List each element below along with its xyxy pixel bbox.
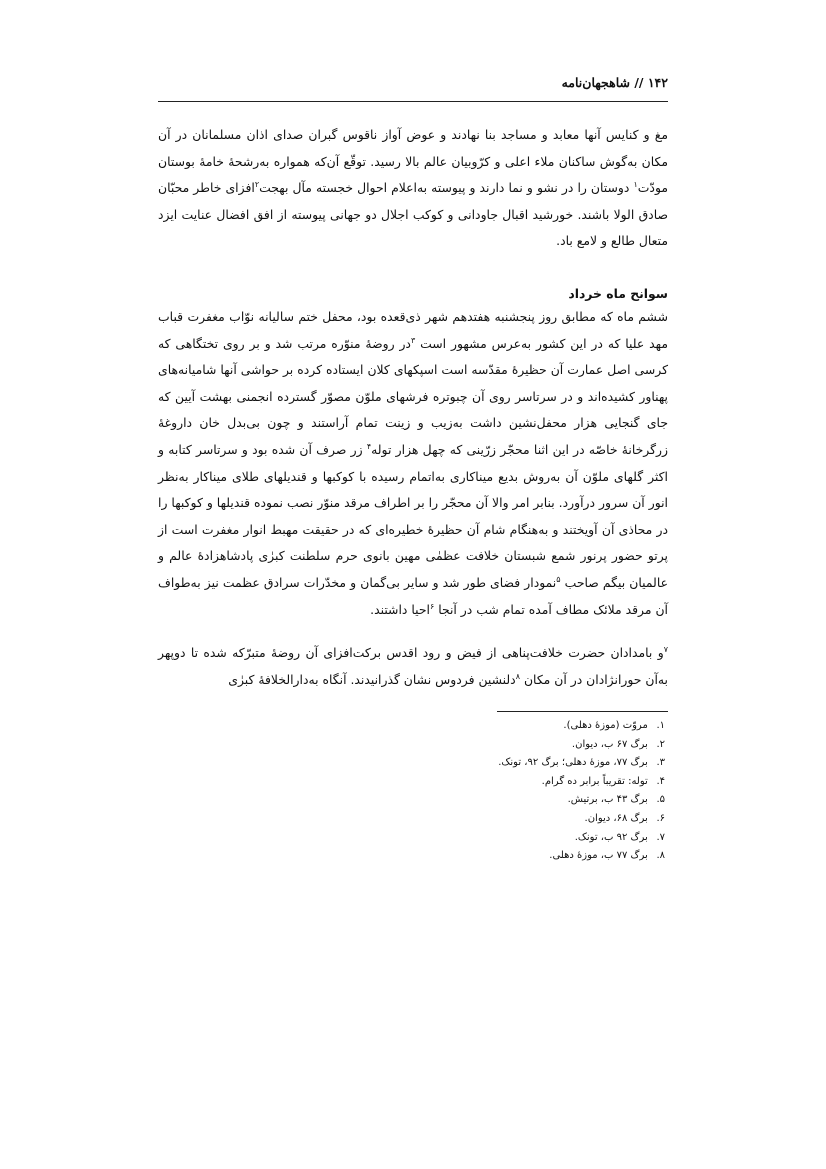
footnote-item (158, 810, 668, 829)
paragraph-2-text-3: زر صرف آن شده بود و سرتاسر کتابه و اکثر گلهای ملوّن آن به‌روش بدیع میناکاری به‌اتمام رسیده با کوکبها و قندیلهای طلای میناکار به‌نظر انور آن سرور درآورد. بنابر امر والا آن محجّر را بر اطراف مرقد منوّر نصب نموده قندیلها و کوکبها را در محاذی آن آویختند و به‌هنگام شام آن حظیرهٔ خطیره‌ای که در حقیقت مهبط انوار مغفرت است از پرتو حضور پرنور شمع شبستان خلافت عظمٰی مهین بانوی حرم سلطنت کبرٰی پادشاهزادهٔ عالم و عالمیان بیگم صاحب (158, 441, 668, 590)
footnote-number: ۱. (656, 720, 665, 731)
footnote-ref-3: ۳ (410, 335, 416, 345)
footnote-text: برگ ۴۳ ب، برتیش. (567, 794, 648, 806)
footnote-item (158, 791, 668, 810)
paragraph-1-text-3: افزای خاطر محبّان صادق الولا باشند. خورشید اقبال جاودانی و کوکب اجلال دو جهانی پیوسته از افق افضال عنایت ایزد متعال طالع و لامع باد. (158, 180, 668, 249)
footnote-number: ۳. (656, 757, 665, 769)
paragraph-1 (158, 122, 668, 255)
footnote-number: ۸. (656, 850, 665, 862)
paragraph-3-text-1: و بامدادان حضرت خلافت‌پناهی از فیض و رود اقدس برکت‌افزای آن روضهٔ متبرّکه شده تا دوپهر به‌آن حورانژادان در آن مکان (158, 645, 668, 687)
footnote-rule (497, 711, 668, 712)
footnote-text: برگ ۷۷ ب، موزهٔ دهلی. (549, 850, 648, 862)
footnote-item (158, 754, 668, 773)
footnote-item (158, 736, 668, 755)
footnote-item (158, 847, 668, 866)
footnote-number: ۷. (656, 831, 665, 843)
footnote-ref-8: ۸ (515, 671, 520, 681)
footnote-number: ۶. (656, 812, 665, 824)
paragraph-2 (158, 304, 668, 623)
paragraph-1-text-1: مغ و کنایس آنها معابد و مساجد بنا نهادند و عوض آواز ناقوس گبران صدای اذان مسلمانان در آن مکان به‌گوش ساکنان ملاء اعلی و کرّوبیان عالم بالا رسید. توقّع آن‌که همواره به‌رشحهٔ خامهٔ بوستان مودّت (158, 127, 668, 196)
book-title: شاهجهان‌نامه (561, 75, 630, 90)
footnote-number: ۲. (656, 738, 665, 750)
footnote-ref-5: ۵ (556, 574, 561, 584)
footnote-text: برگ ۶۷ ب، دیوان. (571, 738, 648, 750)
footnote-text: برگ ۹۲ ب، تونک. (574, 831, 648, 843)
footnotes-list (158, 717, 668, 866)
running-header (158, 74, 668, 92)
paragraph-2-text-1: ششم ماه که مطابق روز پنجشنبه هفتدهم شهر ذی‌قعده بود، محفل ختم سالیانه نوّاب مغفرت قباب مهد علیا که در این کشور به‌عرس مشهور است (158, 309, 668, 351)
footnote-item (158, 717, 668, 736)
header-rule (158, 101, 668, 102)
footnote-item (158, 829, 668, 848)
paragraph-3-text-2: دلنشین فردوس نشان گذرانیدند. آنگاه به‌دارالخلافهٔ کبرٰی (228, 671, 516, 687)
footnote-ref-1: ۱ (633, 180, 638, 190)
footnote-ref-6: ۶ (429, 601, 435, 611)
paragraph-2-text-2: در روضهٔ منوّره مرتب شد و بر روی تختگاهی که کرسی اصل عمارت آن حظیرهٔ مقدّسه است اسپکهای کلان ایستاده کرده بر حواشی آنها شامیانه‌های پهناور کشیده‌اند و در سرتاسر روی آن چبوتره فرشهای ملوّن مصوّر گسترده انجمنی بهشت آیین که جای گنجایی هزار محفل‌نشین داشت به‌زیب و زینت تمام آراستند و چون بی‌بدل خان داروغهٔ زرگرخانهٔ خاصّه در این اثنا محجّر زرّینی که چهل هزار توله (158, 335, 668, 457)
paragraph-2-text-5: احیا داشتند. (370, 601, 430, 617)
page-number: ۱۴۲ (647, 75, 668, 90)
footnote-ref-4: ۴ (366, 441, 372, 451)
footnote-text: برگ ۶۸، دیوان. (584, 812, 648, 824)
footnote-text: برگ ۷۷، موزهٔ دهلی؛ برگ ۹۲، تونک. (498, 757, 648, 769)
footnote-text: مروّت (موزهٔ دهلی). (563, 720, 648, 731)
footnote-ref-2: ۲ (254, 180, 260, 190)
header-separator: // (634, 75, 644, 90)
footnote-number: ۵. (656, 794, 665, 806)
footnote-number: ۴. (656, 775, 665, 787)
paragraph-1-text-2: دوستان را در نشو و نما دارند و پیوسته به‌اعلام احوال خجسته مآل بهجت (259, 180, 634, 196)
footnote-ref-7: ۷ (663, 644, 668, 654)
footnote-text: توله: تقریباً برابر ده گرام. (541, 775, 648, 787)
paragraph-2-text-4: نمودار فضای طور شد و سایر بی‌گمان و مخدّرات سرادق عظمت نیز به‌طواف آن مرقد ملائک مطاف آمده تمام شب در آنجا (158, 574, 668, 617)
footnote-item (158, 773, 668, 792)
section-heading: سوانح ماه خرداد (568, 286, 668, 301)
paragraph-3 (158, 640, 668, 693)
